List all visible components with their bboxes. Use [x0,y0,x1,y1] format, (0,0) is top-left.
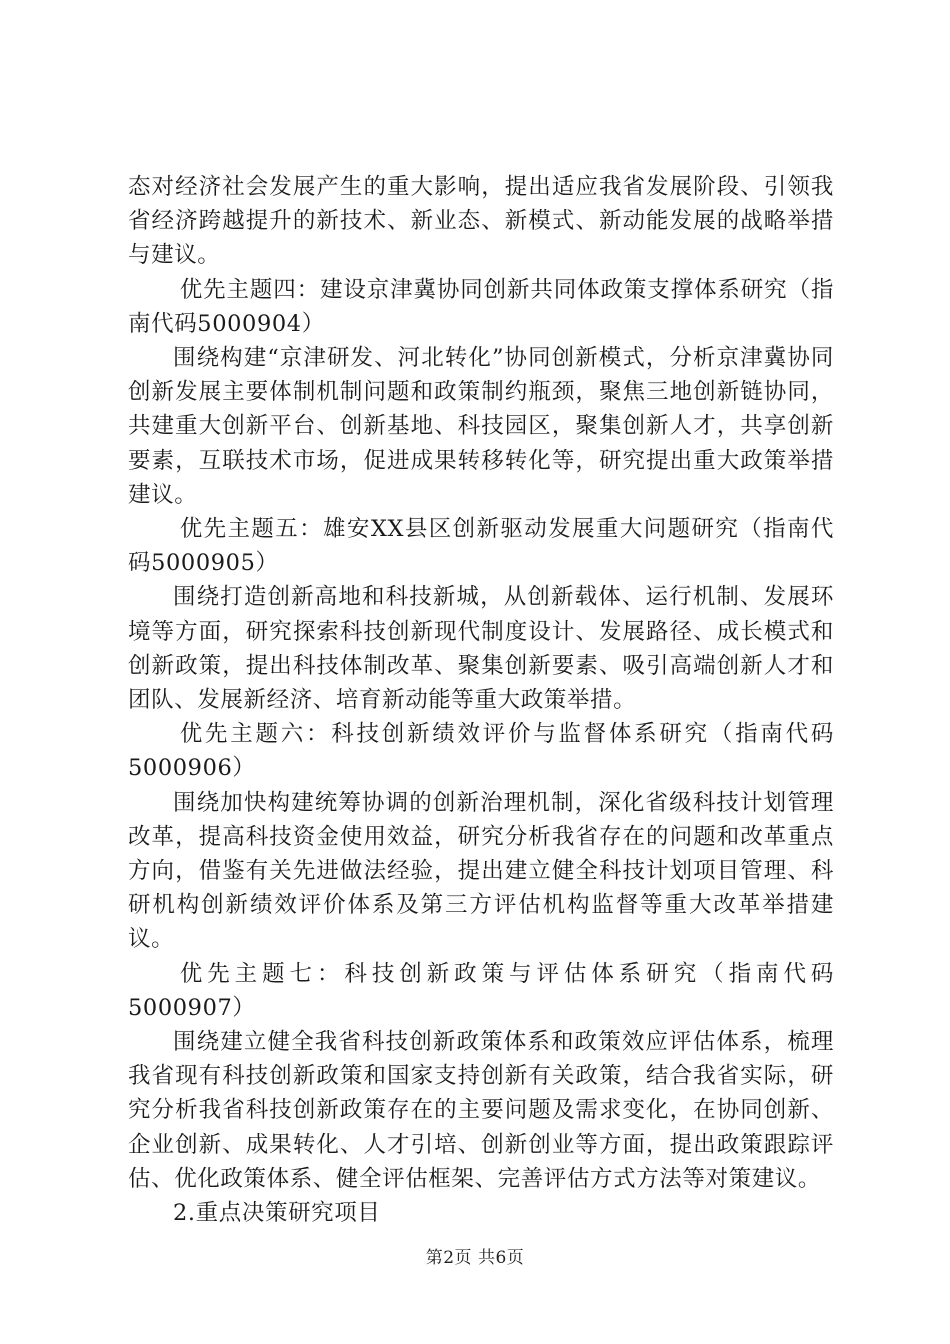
priority-topic-6-body: 围绕加快构建统筹协调的创新治理机制，深化省级科技计划管理改革，提高科技资金使用效益，研究分析我省存在的问题和改革重点方向，借鉴有关先进做法经验，提出建立健全科技计划项目管理、科研机构创新绩效评价体系及第三方评估机构监督等重大改革举措建议。 [128,789,834,953]
priority-topic-5-heading: 优先主题五：雄安XX县区创新驱动发展重大问题研究（指南代码5000905） [128,516,834,577]
page-number-footer: 第2页 共6页 [425,1248,525,1268]
priority-topic-4-heading: 优先主题四：建设京津冀协同创新共同体政策支撑体系研究（指南代码5000904） [128,276,834,337]
priority-topic-6-heading: 优先主题六：科技创新绩效评价与监督体系研究（指南代码5000906） [128,721,834,782]
document-body [128,170,834,1230]
section-heading-key-decision-projects: 2.重点决策研究项目 [173,1200,381,1227]
priority-topic-7-body: 围绕建立健全我省科技创新政策体系和政策效应评估体系，梳理我省现有科技创新政策和国家支持创新有关政策，结合我省实际，研究分析我省科技创新政策存在的主要问题及需求变化，在协同创新、企业创新、成果转化、人才引培、创新创业等方面，提出政策跟踪评估、优化政策体系、健全评估框架、完善评估方式方法等对策建议。 [128,1029,834,1192]
priority-topic-5-body: 围绕打造创新高地和科技新城，从创新载体、运行机制、发展环境等方面，研究探索科技创新现代制度设计、发展路径、成长模式和创新政策，提出科技体制改革、聚集创新要素、吸引高端创新人才和团队、发展新经济、培育新动能等重大政策举措。 [128,584,834,714]
paragraph-continuation: 态对经济社会发展产生的重大影响，提出适应我省发展阶段、引领我省经济跨越提升的新技术、新业态、新模式、新动能发展的战略举措与建议。 [128,174,834,269]
priority-topic-4-body: 围绕构建“京津研发、河北转化”协同创新模式，分析京津冀协同创新发展主要体制机制问题和政策制约瓶颈，聚焦三地创新链协同，共建重大创新平台、创新基地、科技园区，聚集创新人才，共享创新要素，互联技术市场，促进成果转移转化等，研究提出重大政策举措建议。 [128,345,834,508]
priority-topic-7-heading: 优先主题七：科技创新政策与评估体系研究（指南代码5000907） [128,960,834,1021]
